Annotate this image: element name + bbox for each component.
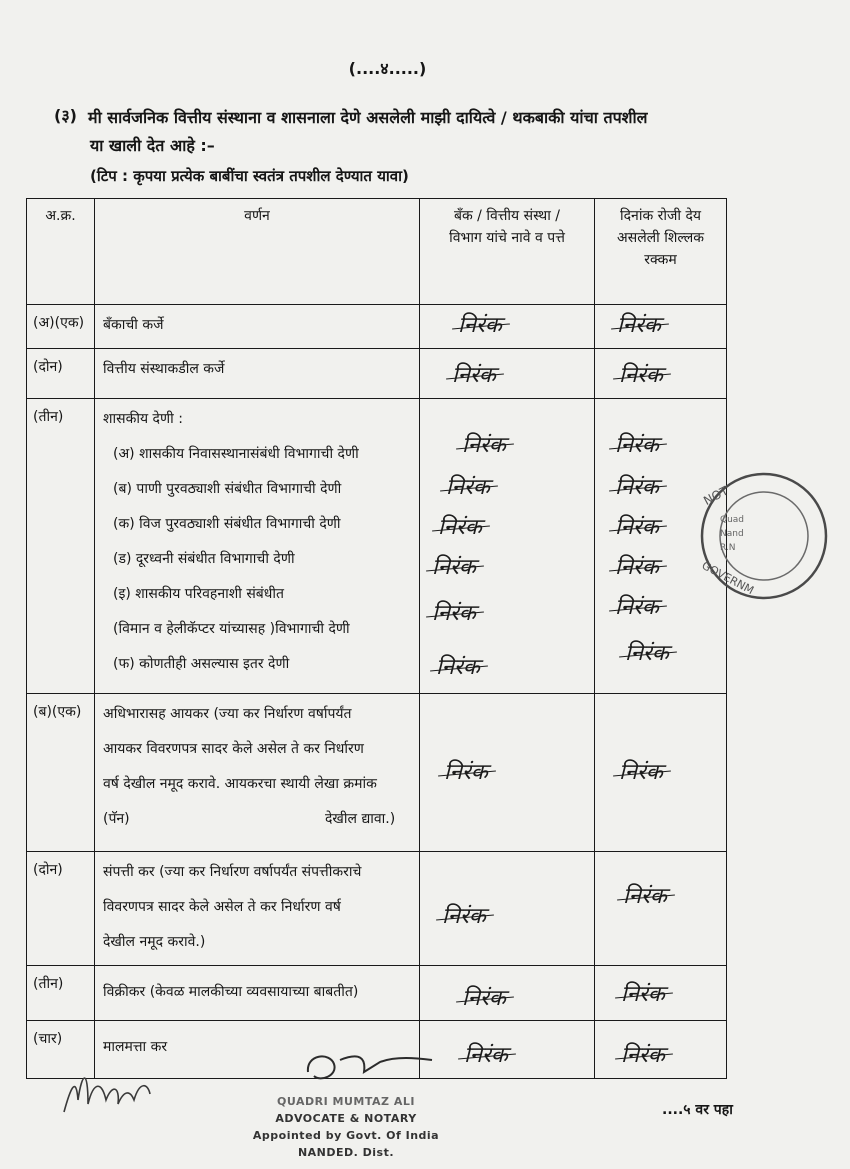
continued-on-next-page: ....५ वर पहा: [662, 1102, 733, 1118]
header-description: वर्णन: [95, 199, 420, 305]
notary-seal: [684, 470, 850, 610]
row-description: वित्तीय संस्थाकडील कर्जे: [103, 361, 225, 377]
table-row: [27, 399, 727, 694]
signature-middle: [300, 1042, 440, 1092]
row-number: (ब)(एक): [33, 704, 82, 720]
table-header-row: [27, 199, 727, 305]
handwritten-nil: निरंक: [438, 511, 482, 541]
clause-line-2: या खाली देत आहे :–: [90, 136, 215, 155]
page-number: (....४.....): [348, 59, 427, 78]
handwritten-nil: निरंक: [617, 309, 661, 339]
svg-text:Quad: Quad: [720, 515, 745, 525]
svg-text:GOVERNM: GOVERNM: [699, 558, 756, 598]
row-number: (तीन): [33, 976, 64, 992]
handwritten-nil: निरंक: [436, 651, 480, 681]
sub-item: (इ) शासकीय परिवहनाशी संबंधीत: [113, 586, 284, 602]
handwritten-nil: निरंक: [432, 551, 476, 581]
svg-text:NOT: NOT: [701, 483, 731, 509]
row-description: संपत्ती कर (ज्या कर निर्धारण वर्षापर्यंत संपत्तीकराचे विवरणपत्र सादर केले असेल ते कर निर्धारण वर्ष देखील नमूद करावे.): [103, 864, 362, 950]
handwritten-nil: निरंक: [623, 880, 667, 910]
handwritten-nil: निरंक: [452, 359, 496, 389]
sub-item: (ड) दूरध्वनी संबंधीत विभागाची देणी: [113, 551, 295, 567]
handwritten-nil: निरंक: [444, 756, 488, 786]
handwritten-nil: निरंक: [615, 471, 659, 501]
signature-left: [58, 1060, 168, 1120]
sub-item: (ब) पाणी पुरवठ्याशी संबंधीत विभागाची देणी: [113, 481, 342, 497]
sub-item: (क) विज पुरवठ्याशी संबंधीत विभागाची देणी: [113, 516, 341, 532]
sub-item: (फ) कोणतीही असल्यास इतर देणी: [113, 656, 290, 672]
handwritten-nil: निरंक: [625, 637, 669, 667]
row-description: अधिभारासह आयकर (ज्या कर निर्धारण वर्षापर्यंत आयकर विवरणपत्र सादर केले असेल ते कर निर्धारण वर्ष देखील नमूद करावे. आयकरचा स्थायी लेखा क्रमांक (पॅन) देखील द्यावा.): [103, 706, 396, 827]
row-description: बँकाची कर्जे: [103, 317, 164, 333]
handwritten-nil: निरंक: [442, 900, 486, 930]
handwritten-nil: निरंक: [464, 1039, 508, 1069]
sub-item: (विमान व हेलीकॅप्टर यांच्यासह )विभागाची देणी: [113, 621, 350, 637]
clause-note: (टिप : कृपया प्रत्येक बाबींचा स्वतंत्र तपशील देण्यात यावा): [90, 167, 409, 185]
clause-text: [88, 104, 748, 160]
row-description: मालमत्ता कर: [103, 1039, 168, 1055]
handwritten-nil: निरंक: [458, 309, 502, 339]
handwritten-nil: निरंक: [462, 982, 506, 1012]
handwritten-nil: निरंक: [615, 551, 659, 581]
handwritten-nil: निरंक: [619, 359, 663, 389]
svg-text:R.N: R.N: [720, 543, 736, 553]
handwritten-nil: निरंक: [462, 429, 506, 459]
table-row: [27, 305, 727, 349]
header-balance: दिनांक रोजी देय असलेली शिल्लक रक्कम: [595, 199, 727, 305]
header-sr: अ.क्र.: [27, 199, 95, 305]
table-row: [27, 349, 727, 399]
sub-item: (अ) शासकीय निवासस्थानासंबंधी विभागाची देणी: [113, 446, 359, 462]
row-number: (चार): [33, 1031, 63, 1047]
handwritten-nil: निरंक: [615, 591, 659, 621]
handwritten-nil: निरंक: [432, 597, 476, 627]
table-row: [27, 966, 727, 1021]
handwritten-nil: निरंक: [619, 756, 663, 786]
row-number: (तीन): [33, 409, 64, 425]
clause-number: (३): [54, 106, 77, 125]
clause-line-1: मी सार्वजनिक वित्तीय संस्थाना व शासनाला देणे असलेली माझी दायित्वे / थकबाकी यांचा तपशील: [88, 108, 648, 127]
row-number: (अ)(एक): [33, 315, 85, 331]
row-description: विक्रीकर (केवळ मालकीच्या व्यवसायाच्या बाबतीत): [103, 984, 359, 1000]
header-bank: बँक / वित्तीय संस्था / विभाग यांचे नावे व पत्ते: [420, 199, 595, 305]
notary-stamp: QUADRI MUMTAZ ALI ADVOCATE & NOTARY Appointed by Govt. Of India NANDED. Dist.: [252, 1095, 440, 1159]
handwritten-nil: निरंक: [615, 511, 659, 541]
table-row: [27, 852, 727, 966]
handwritten-nil: निरंक: [446, 471, 490, 501]
row-description: शासकीय देणी : (अ) शासकीय निवासस्थानासंबंधी विभागाची देणी (ब) पाणी पुरवठ्याशी संबंधीत विभागाची देणी (क) विज पुरवठ्याशी संबंधीत विभागाची देणी (ड) दूरध्वनी संबंधीत विभागाची देणी (इ) शासकीय परिवहनाशी संबंधीत (विमान व हेलीकॅप्टर यांच्यासह )विभागाची देणी (फ) कोणतीही असल्यास इतर देणी: [95, 399, 419, 687]
liabilities-table: [26, 198, 727, 1079]
handwritten-nil: निरंक: [621, 1039, 665, 1069]
handwritten-nil: निरंक: [615, 429, 659, 459]
table-row: [27, 694, 727, 852]
row-number: (दोन): [33, 359, 63, 375]
handwritten-nil: निरंक: [621, 978, 665, 1008]
svg-text:Nand: Nand: [720, 529, 744, 539]
row-number: (दोन): [33, 862, 63, 878]
